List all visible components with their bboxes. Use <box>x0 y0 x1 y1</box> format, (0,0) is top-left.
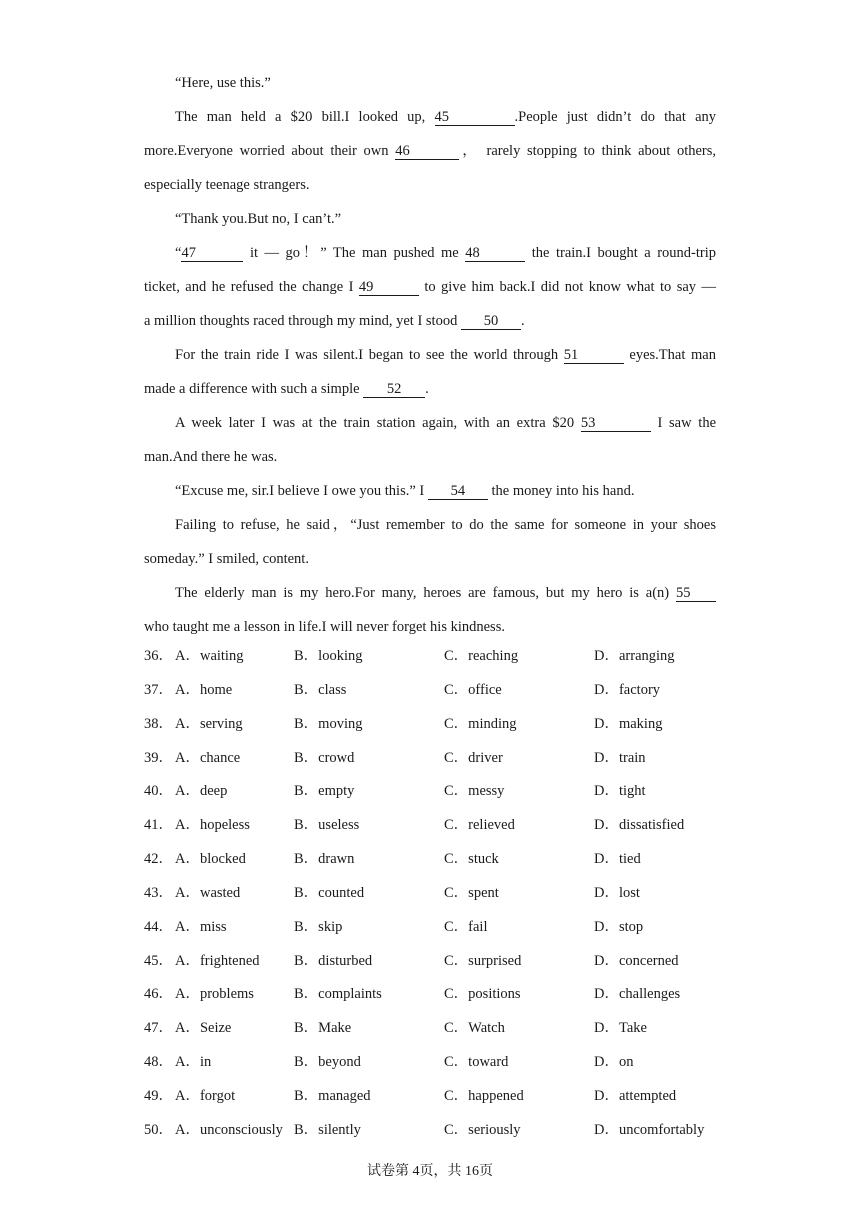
passage-line <box>144 134 716 168</box>
blank-55: 55 <box>676 585 716 602</box>
option-b: B．silently <box>294 1121 361 1138</box>
passage-text: man.And there he was. <box>144 449 278 465</box>
option-d: D．tied <box>594 851 641 868</box>
option-a: A．blocked <box>175 851 246 868</box>
passage-text: .People just didn’t do that any <box>514 109 716 125</box>
passage-text: who taught me a lesson in life.I will never forget his kindness. <box>144 619 505 635</box>
passage-text: ， rarely stopping to think about others, <box>459 143 717 159</box>
passage-text: . <box>425 381 429 397</box>
option-c: C．stuck <box>444 851 499 868</box>
question-number: 43． <box>144 884 173 901</box>
option-c: C．positions <box>444 986 521 1003</box>
question-row-38 <box>144 708 724 742</box>
passage-line <box>144 542 716 576</box>
reading-passage <box>144 66 716 644</box>
option-c: C．fail <box>444 918 488 935</box>
option-d: D．making <box>594 715 663 732</box>
option-d: D．on <box>594 1054 634 1071</box>
question-row-42 <box>144 843 724 877</box>
option-a: A．in <box>175 1054 212 1071</box>
question-row-47 <box>144 1012 724 1046</box>
passage-text: made a difference with such a simple <box>144 381 360 397</box>
blank-50: 50 <box>461 313 521 330</box>
option-c: C．happened <box>444 1087 524 1104</box>
question-number: 44． <box>144 918 173 935</box>
passage-line <box>144 304 716 338</box>
passage-text: The elderly man is my hero.For many, heroes are famous, but my hero is a(n) <box>175 585 670 601</box>
question-number: 47． <box>144 1020 173 1037</box>
passage-text: eyes.That man <box>623 347 716 363</box>
passage-line <box>144 372 716 406</box>
option-c: C．spent <box>444 884 499 901</box>
option-b: B．moving <box>294 715 363 732</box>
passage-text: to give him back.I did not know what to say — <box>418 279 716 295</box>
option-d: D．Take <box>594 1020 647 1037</box>
question-number: 36． <box>144 648 173 664</box>
option-b: B．class <box>294 681 347 698</box>
passage-text: I saw the <box>650 415 716 431</box>
passage-line <box>144 168 716 202</box>
option-a: A．deep <box>175 783 228 800</box>
question-number: 46． <box>144 986 173 1003</box>
question-number: 48． <box>144 1054 173 1071</box>
passage-line <box>144 508 716 542</box>
option-d: D．uncomfortably <box>594 1121 705 1138</box>
passage-text: a million thoughts raced through my mind, yet I stood <box>144 313 458 329</box>
option-a: A．forgot <box>175 1087 236 1104</box>
option-b: B．looking <box>294 648 363 664</box>
question-row-45 <box>144 945 724 979</box>
blank-47: 47 <box>181 245 243 262</box>
option-d: D．concerned <box>594 952 679 969</box>
question-number: 39． <box>144 749 173 766</box>
answer-options <box>144 640 724 1148</box>
option-a: A．chance <box>175 749 241 766</box>
passage-text: the money into his hand. <box>487 483 635 499</box>
option-b: B．beyond <box>294 1054 361 1071</box>
option-c: C．toward <box>444 1054 509 1071</box>
option-b: B．managed <box>294 1087 371 1104</box>
passage-text: Failing to refuse, he said，“Just remember to do the same for someone in your shoes <box>175 517 716 533</box>
passage-text: especially teenage strangers. <box>144 177 310 193</box>
option-b: B．crowd <box>294 749 355 766</box>
passage-text: For the train ride I was silent.I began to see the world through <box>175 347 559 363</box>
question-number: 37． <box>144 681 173 698</box>
question-row-40 <box>144 775 724 809</box>
option-b: B．empty <box>294 783 355 800</box>
blank-53: 53 <box>581 415 651 432</box>
passage-line <box>144 406 716 440</box>
option-a: A．unconsciously <box>175 1121 283 1138</box>
passage-text: ticket, and he refused the change I <box>144 279 354 295</box>
option-d: D．factory <box>594 681 661 698</box>
passage-line <box>144 202 716 236</box>
blank-45: 45 <box>435 109 515 126</box>
option-a: A．waiting <box>175 648 244 664</box>
question-number: 42． <box>144 851 173 868</box>
passage-line <box>144 270 716 304</box>
passage-line <box>144 474 716 508</box>
blank-52: 52 <box>363 381 425 398</box>
option-b: B．counted <box>294 884 365 901</box>
passage-text: more.Everyone worried about their own <box>144 143 389 159</box>
option-b: B．useless <box>294 817 360 834</box>
option-b: B．disturbed <box>294 952 373 969</box>
question-row-37 <box>144 674 724 708</box>
option-c: C．minding <box>444 715 517 732</box>
question-number: 45． <box>144 952 173 969</box>
option-c: C．surprised <box>444 952 522 969</box>
option-d: D．attempted <box>594 1087 677 1104</box>
question-number: 50． <box>144 1121 173 1138</box>
passage-text: the train.I bought a round-trip <box>525 245 717 261</box>
option-c: C．seriously <box>444 1121 521 1138</box>
question-row-43 <box>144 877 724 911</box>
option-b: B．Make <box>294 1020 352 1037</box>
option-c: C．relieved <box>444 817 515 834</box>
passage-line <box>144 576 716 610</box>
option-d: D．train <box>594 749 646 766</box>
question-row-39 <box>144 742 724 776</box>
option-a: A．wasted <box>175 884 241 901</box>
passage-text: “Excuse me, sir.I believe I owe you this.” I <box>175 483 425 499</box>
option-a: A．home <box>175 681 233 698</box>
option-c: C．messy <box>444 783 505 800</box>
option-a: A．hopeless <box>175 817 250 834</box>
option-a: A．problems <box>175 986 254 1003</box>
passage-line <box>144 610 716 644</box>
passage-text: A week later I was at the train station again, with an extra $20 <box>175 415 575 431</box>
passage-text: . <box>520 313 525 329</box>
option-b: B．skip <box>294 918 343 935</box>
blank-51: 51 <box>564 347 624 364</box>
option-d: D．challenges <box>594 986 681 1003</box>
passage-text: The man held a $20 bill.I looked up, <box>175 109 426 125</box>
passage-text: “ <box>175 245 182 261</box>
question-row-49 <box>144 1080 724 1114</box>
question-row-44 <box>144 911 724 945</box>
blank-54: 54 <box>428 483 488 500</box>
option-c: C．Watch <box>444 1020 505 1037</box>
option-a: A．Seize <box>175 1020 232 1037</box>
passage-line <box>144 338 716 372</box>
option-c: C．driver <box>444 749 503 766</box>
option-a: A．miss <box>175 918 227 935</box>
option-b: B．drawn <box>294 851 355 868</box>
option-c: C．reaching <box>444 648 519 664</box>
option-b: B．complaints <box>294 986 382 1003</box>
option-d: D．arranging <box>594 648 675 664</box>
passage-text: “Here, use this.” <box>175 75 271 91</box>
passage-text: someday.” I smiled, content. <box>144 551 309 567</box>
question-row-46 <box>144 978 724 1012</box>
option-a: A．frightened <box>175 952 260 969</box>
passage-text: “Thank you.But no, I can’t.” <box>175 211 342 227</box>
option-d: D．tight <box>594 783 646 800</box>
passage-line <box>144 100 716 134</box>
question-number: 49． <box>144 1087 173 1104</box>
passage-line <box>144 440 716 474</box>
option-d: D．stop <box>594 918 644 935</box>
passage-text: it — go！” The man pushed me <box>243 245 459 261</box>
question-number: 41． <box>144 817 173 834</box>
option-d: D．lost <box>594 884 640 901</box>
option-a: A．serving <box>175 715 243 732</box>
passage-line <box>144 66 716 100</box>
question-row-36 <box>144 640 724 674</box>
page-footer: 试卷第 4页，共 16页 <box>367 1164 493 1179</box>
question-number: 40． <box>144 783 173 800</box>
question-row-41 <box>144 809 724 843</box>
question-row-50 <box>144 1114 724 1148</box>
question-row-48 <box>144 1046 724 1080</box>
passage-line <box>144 236 716 270</box>
question-number: 38． <box>144 715 173 732</box>
blank-46: 46 <box>395 143 459 160</box>
blank-48: 48 <box>465 245 525 262</box>
blank-49: 49 <box>359 279 419 296</box>
option-d: D．dissatisfied <box>594 817 685 834</box>
option-c: C．office <box>444 681 502 698</box>
